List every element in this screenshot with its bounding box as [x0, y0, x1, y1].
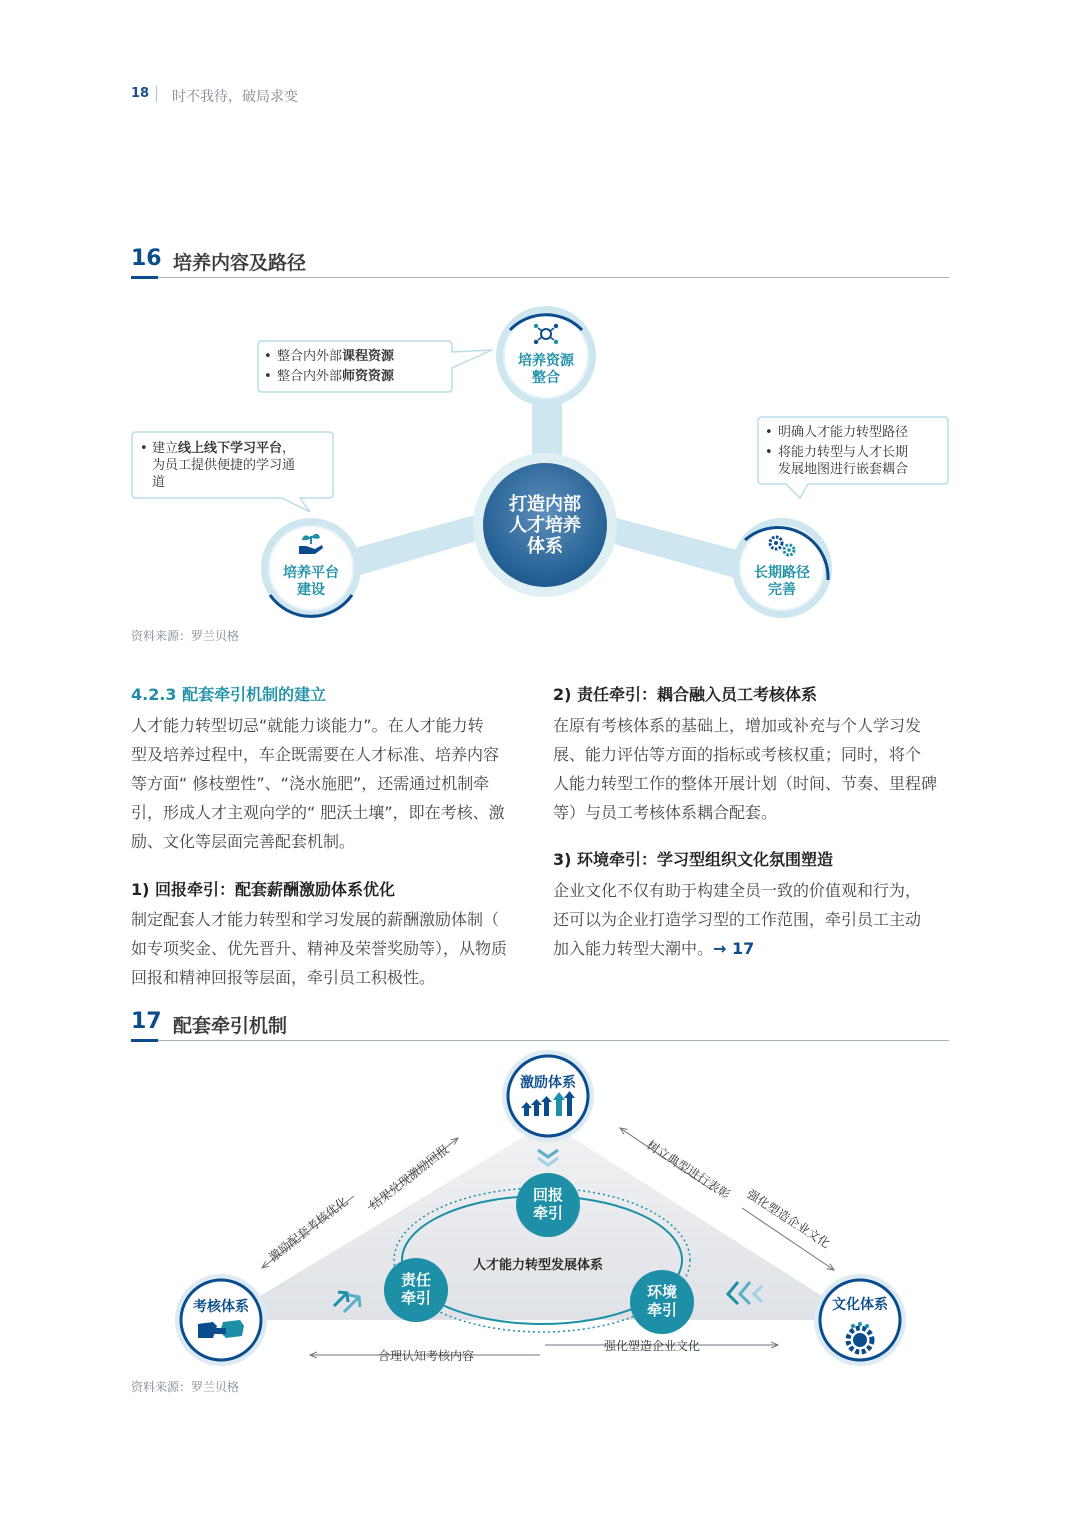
- figure-17-diagram: [0, 1050, 1080, 1380]
- header-title: 时不我待，破局求变: [172, 89, 298, 105]
- sub3-heading: 3) 环境牵引：学习型组织文化氛围塑造: [553, 850, 834, 869]
- figure-17-title: 配套牵引机制: [173, 1015, 288, 1037]
- svg-text:•: •: [765, 425, 773, 440]
- svg-text:责任: 责任: [400, 1271, 432, 1289]
- svg-text:整合内外部课程资源: 整合内外部课程资源: [277, 349, 395, 364]
- edge-label-left-outer: 激励配套考核优化: [266, 1194, 351, 1265]
- figure-16-diagram: [0, 290, 1080, 620]
- inner-node-reward: [516, 1173, 580, 1237]
- svg-text:为员工提供便捷的学习通: 为员工提供便捷的学习通: [152, 458, 296, 473]
- figure-16-title: 培养内容及路径: [173, 252, 307, 274]
- center-line-3: 体系: [527, 536, 563, 557]
- figure-16-rule-accent: [131, 276, 158, 279]
- svg-text:牵引: 牵引: [400, 1289, 432, 1307]
- svg-text:建立线上线下学习平台，: 建立线上线下学习平台，: [152, 441, 296, 456]
- node-left-line-2: 建设: [297, 582, 325, 598]
- edge-label-bottom-left: 合理认知考核内容: [378, 1349, 475, 1363]
- sub1-line: 制定配套人才能力转型和学习发展的薪酬激励体制（: [131, 910, 500, 929]
- center-node: [473, 453, 617, 597]
- node-right-line-2: 完善: [768, 582, 796, 598]
- sub2-line: 在原有考核体系的基础上，增加或补充与个人学习发: [553, 716, 922, 735]
- node-training-platform: [261, 518, 361, 618]
- header-divider: [156, 86, 157, 102]
- edge-label-bottom-right: 强化塑造企业文化: [604, 1339, 701, 1353]
- sub2-line: 人能力转型工作的整体开展计划（时间、节奏、里程碑: [553, 774, 938, 793]
- figure-17-source: 资料来源：罗兰贝格: [131, 1380, 240, 1394]
- svg-text:•: •: [765, 445, 773, 460]
- svg-text:•: •: [264, 349, 272, 364]
- svg-text:•: •: [140, 441, 148, 456]
- node-incentive-system: [502, 1050, 594, 1142]
- svg-text:•: •: [264, 369, 272, 384]
- svg-text:激励体系: 激励体系: [520, 1075, 576, 1091]
- intro-line: 人才能力转型切忌“就能力谈能力”。在人才能力转: [131, 716, 484, 735]
- svg-text:道: 道: [152, 475, 166, 490]
- sub2-line: 展、能力评估等方面的指标或考核权重；同时，将个: [553, 745, 922, 764]
- node-right-line-1: 长期路径: [754, 565, 810, 581]
- figure-17-rule-accent: [131, 1039, 158, 1042]
- svg-text:明确人才能力转型路径: 明确人才能力转型路径: [778, 425, 909, 440]
- sub2-heading: 2) 责任牵引：耦合融入员工考核体系: [553, 685, 818, 704]
- edge-label-left-inner: 结果兑现激励回报: [367, 1142, 452, 1213]
- sub1-paragraph: [131, 905, 531, 992]
- svg-text:牵引: 牵引: [646, 1301, 678, 1319]
- svg-text:整合内外部师资资源: 整合内外部师资资源: [277, 369, 395, 384]
- callout-resources: [258, 341, 492, 392]
- node-culture-system: [814, 1274, 906, 1366]
- center-line-2: 人才培养: [509, 515, 581, 536]
- sub3-line: 企业文化不仅有助于构建全员一致的价值观和行为，: [553, 881, 922, 900]
- svg-text:环境: 环境: [646, 1283, 678, 1301]
- intro-line: 励、文化等层面完善配套机制。: [131, 832, 356, 851]
- callout-platform: [132, 432, 333, 512]
- figure-16-source: 资料来源：罗兰贝格: [131, 629, 240, 643]
- inner-node-environment: [630, 1270, 694, 1334]
- figure-17-reference-link[interactable]: → 17: [713, 939, 755, 958]
- svg-text:发展地图进行嵌套耦合: 发展地图进行嵌套耦合: [778, 462, 909, 477]
- page-number: 18: [131, 86, 150, 101]
- figure-17-number: 17: [131, 1009, 162, 1034]
- figure-17-rule: [131, 1040, 949, 1041]
- sub1-heading: 1) 回报牵引：配套薪酬激励体系优化: [131, 880, 396, 899]
- figure-16-number: 16: [131, 246, 162, 271]
- sub1-line: 如专项奖金、优先晋升、精神及荣誉奖励等），从物质: [131, 939, 508, 958]
- sub2-paragraph: [553, 711, 953, 827]
- svg-text:回报: 回报: [532, 1186, 564, 1204]
- figure-16-rule: [131, 277, 949, 278]
- node-long-term-path: [732, 518, 832, 618]
- edge-label-right-outer: 强化塑造企业文化: [744, 1186, 833, 1251]
- sub3-line: 还可以为企业打造学习型的工作范围，牵引员工主动: [553, 910, 922, 929]
- node-top-line-1: 培养资源: [518, 353, 574, 369]
- sub2-line: 等）与员工考核体系耦合配套。: [553, 803, 778, 822]
- svg-text:牵引: 牵引: [532, 1204, 564, 1222]
- center-line-1: 打造内部: [509, 494, 581, 515]
- node-left-line-1: 培养平台: [283, 565, 339, 581]
- intro-paragraph: [131, 711, 531, 856]
- sub1-line: 回报和精神回报等层面，牵引员工积极性。: [131, 968, 436, 987]
- inner-node-responsibility: [384, 1258, 448, 1322]
- node-top-line-2: 整合: [532, 370, 560, 386]
- node-training-resources: [496, 306, 596, 406]
- sub3-line: 加入能力转型大潮中。→ 17: [553, 939, 755, 958]
- center-label: 人才能力转型发展体系: [472, 1258, 604, 1273]
- intro-line: 引，形成人才主观向学的“ 肥沃土壤”，即在考核、激: [131, 803, 505, 822]
- intro-line: 型及培养过程中，车企既需要在人才标准、培养内容: [131, 745, 500, 764]
- node-assessment-system: [175, 1274, 267, 1366]
- svg-text:考核体系: 考核体系: [193, 1299, 249, 1315]
- svg-text:文化体系: 文化体系: [832, 1297, 888, 1313]
- edge-label-right-inner: 树立典型进行表彰: [644, 1137, 733, 1202]
- callout-path: [758, 417, 948, 498]
- section-heading: 4.2.3 配套牵引机制的建立: [131, 685, 327, 704]
- svg-text:将能力转型与人才长期: 将能力转型与人才长期: [778, 445, 909, 460]
- sub3-paragraph: [553, 876, 953, 963]
- intro-line: 等方面“ 修枝塑性”、“浇水施肥”，还需通过机制牵: [131, 774, 490, 793]
